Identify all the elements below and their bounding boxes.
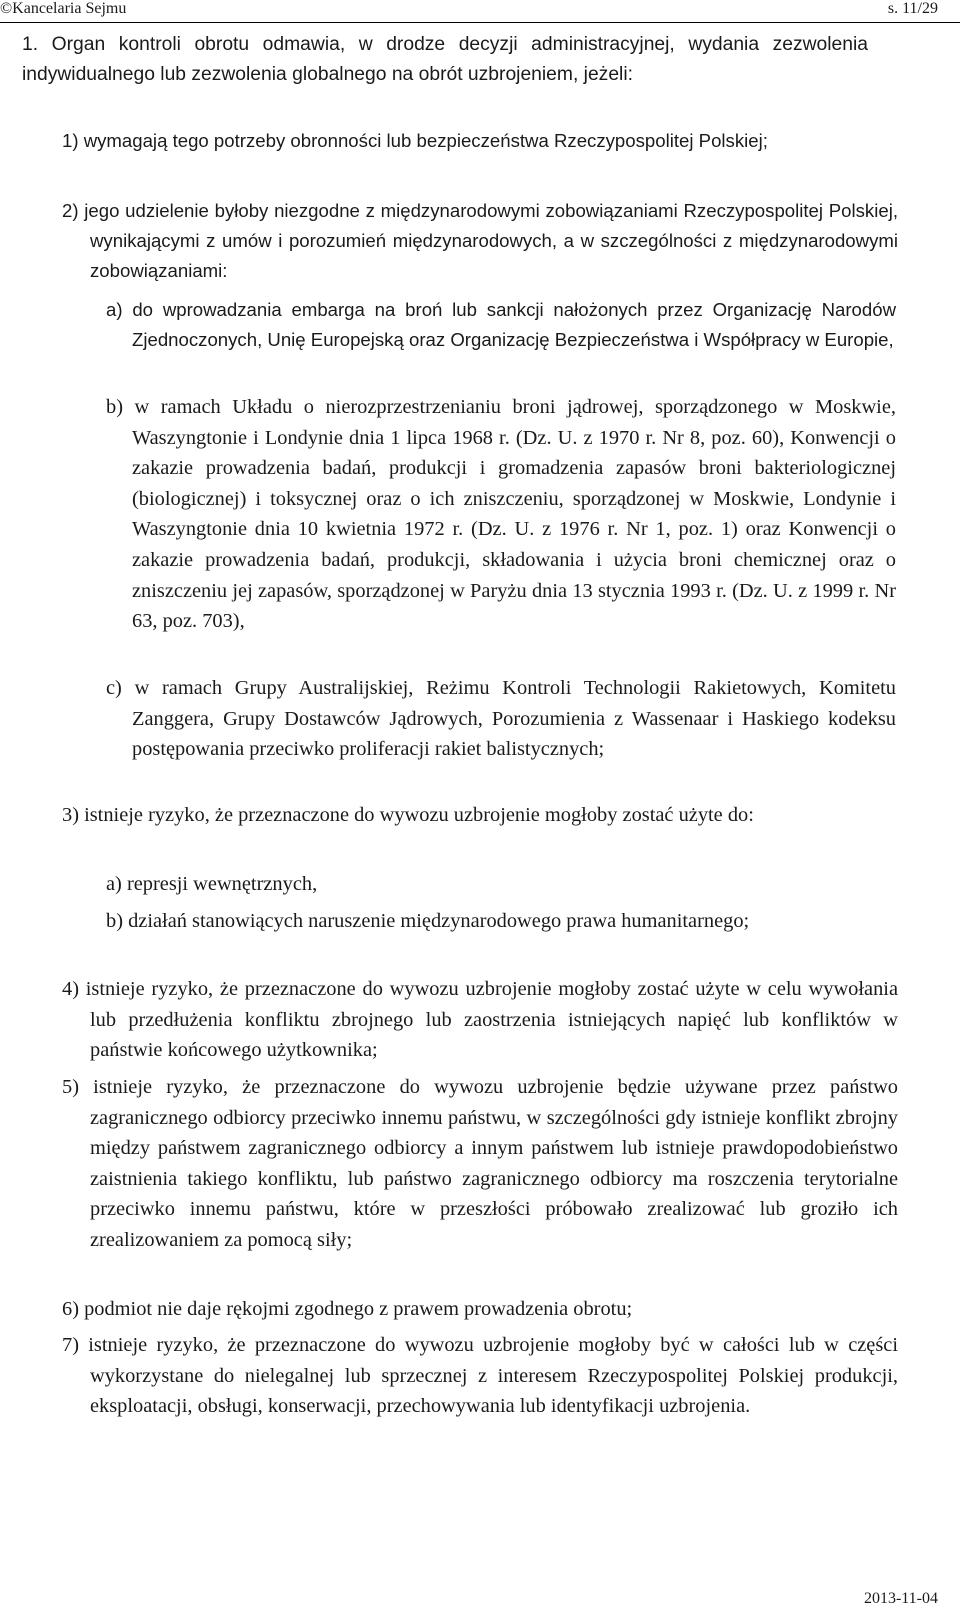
item-6: 6) podmiot nie daje rękojmi zgodnego z prawem prowadzenia obrotu; [62, 1298, 633, 1320]
item-3: 3) istnieje ryzyko, że przeznaczone do wywozu uzbrojenie mogłoby zostać użyte do: [62, 804, 754, 826]
item-4: 4) istnieje ryzyko, że przeznaczone do wywozu uzbrojenie mogłoby zostać użyte w celu wywołania lub przedłużenia konfliktu zbrojnego lub zaostrzenia istniejących napięć lub konfliktów w państwie końcowego użytkownika; [62, 978, 898, 1062]
source-label: ©Kancelaria Sejmu [0, 0, 127, 17]
paragraph-intro: 1. Organ kontroli obrotu odmawia, w drodze decyzji administracyjnej, wydania zezwolenia indywidualnego lub zezwolenia globalnego na obrót uzbrojeniem, jeżeli: [22, 34, 868, 85]
item-3a: a) represji wewnętrznych, [106, 873, 318, 895]
item-2b: b) w ramach Układu o nierozprzestrzenianiu broni jądrowej, sporządzonego w Moskwie, Waszyngtonie i Londynie dnia 1 lipca 1968 r. (Dz. U. z 1970 r. Nr 8, poz. 60), Konwencji o zakazie prowadzenia badań, produkcji i gromadzenia zapasów broni bakteriologicznej (biologicznej) i toksycznej oraz o ich zniszczeniu, sporządzonej w Moskwie, Londynie i Waszyngtonie dnia 10 kwietnia 1972 r. (Dz. U. z 1976 r. Nr 1, poz. 1) oraz Konwencji o zakazie prowadzenia badań, produkcji, składowania i użycia broni chemicznej oraz o zniszczeniu jej zapasów, sporządzonej w Paryżu dnia 13 stycznia 1993 r. (Dz. U. z 1999 r. Nr 63, poz. 703), [106, 396, 896, 633]
item-1: 1) wymagają tego potrzeby obronności lub bezpieczeństwa Rzeczypospolitej Polskiej; [62, 130, 768, 151]
page-header [0, 0, 960, 28]
document-date: 2013-11-04 [863, 1590, 938, 1607]
page-number: s. 11/29 [887, 0, 938, 17]
item-7: 7) istnieje ryzyko, że przeznaczone do wywozu uzbrojenie mogłoby być w całości lub w części wykorzystane do nielegalnej lub sprzecznej z interesem Rzeczypospolitej Polskiej produkcji, eksploatacji, obsługi, konserwacji, przechowywania lub identyfikacji uzbrojenia. [62, 1334, 898, 1418]
item-3b: b) działań stanowiących naruszenie międzynarodowego prawa humanitarnego; [106, 910, 750, 932]
item-2a: a) do wprowadzania embarga na broń lub sankcji nałożonych przez Organizację Narodów Zjednoczonych, Unię Europejską oraz Organizację Bezpieczeństwa i Współpracy w Europie, [106, 299, 896, 350]
header-rule [0, 22, 960, 23]
item-2: 2) jego udzielenie byłoby niezgodne z międzynarodowymi zobowiązaniami Rzeczypospolitej Polskiej, wynikającymi z umów i porozumień międzynarodowych, a w szczególności z międzynarodowymi zobowiązaniami: [62, 200, 898, 281]
item-2c: c) w ramach Grupy Australijskiej, Reżimu Kontroli Technologii Rakietowych, Komitetu Zanggera, Grupy Dostawców Jądrowych, Porozumienia z Wassenaar i Haskiego kodeksu postępowania przeciwko proliferacji rakiet balistycznych; [106, 677, 896, 761]
item-5: 5) istnieje ryzyko, że przeznaczone do wywozu uzbrojenie będzie używane przez państwo zagranicznego odbiorcy przeciwko innemu państwu, w szczególności gdy istnieje konflikt zbrojny między państwem zagranicznego odbiorcy a innym państwem lub istnieje prawdopodobieństwo zaistnienia takiego konfliktu, lub państwo zagranicznego odbiorcy ma roszczenia terytorialne przeciwko innemu państwu, które w przeszłości próbowało zrealizować lub groziło ich zrealizowaniem za pomocą siły; [62, 1076, 898, 1251]
